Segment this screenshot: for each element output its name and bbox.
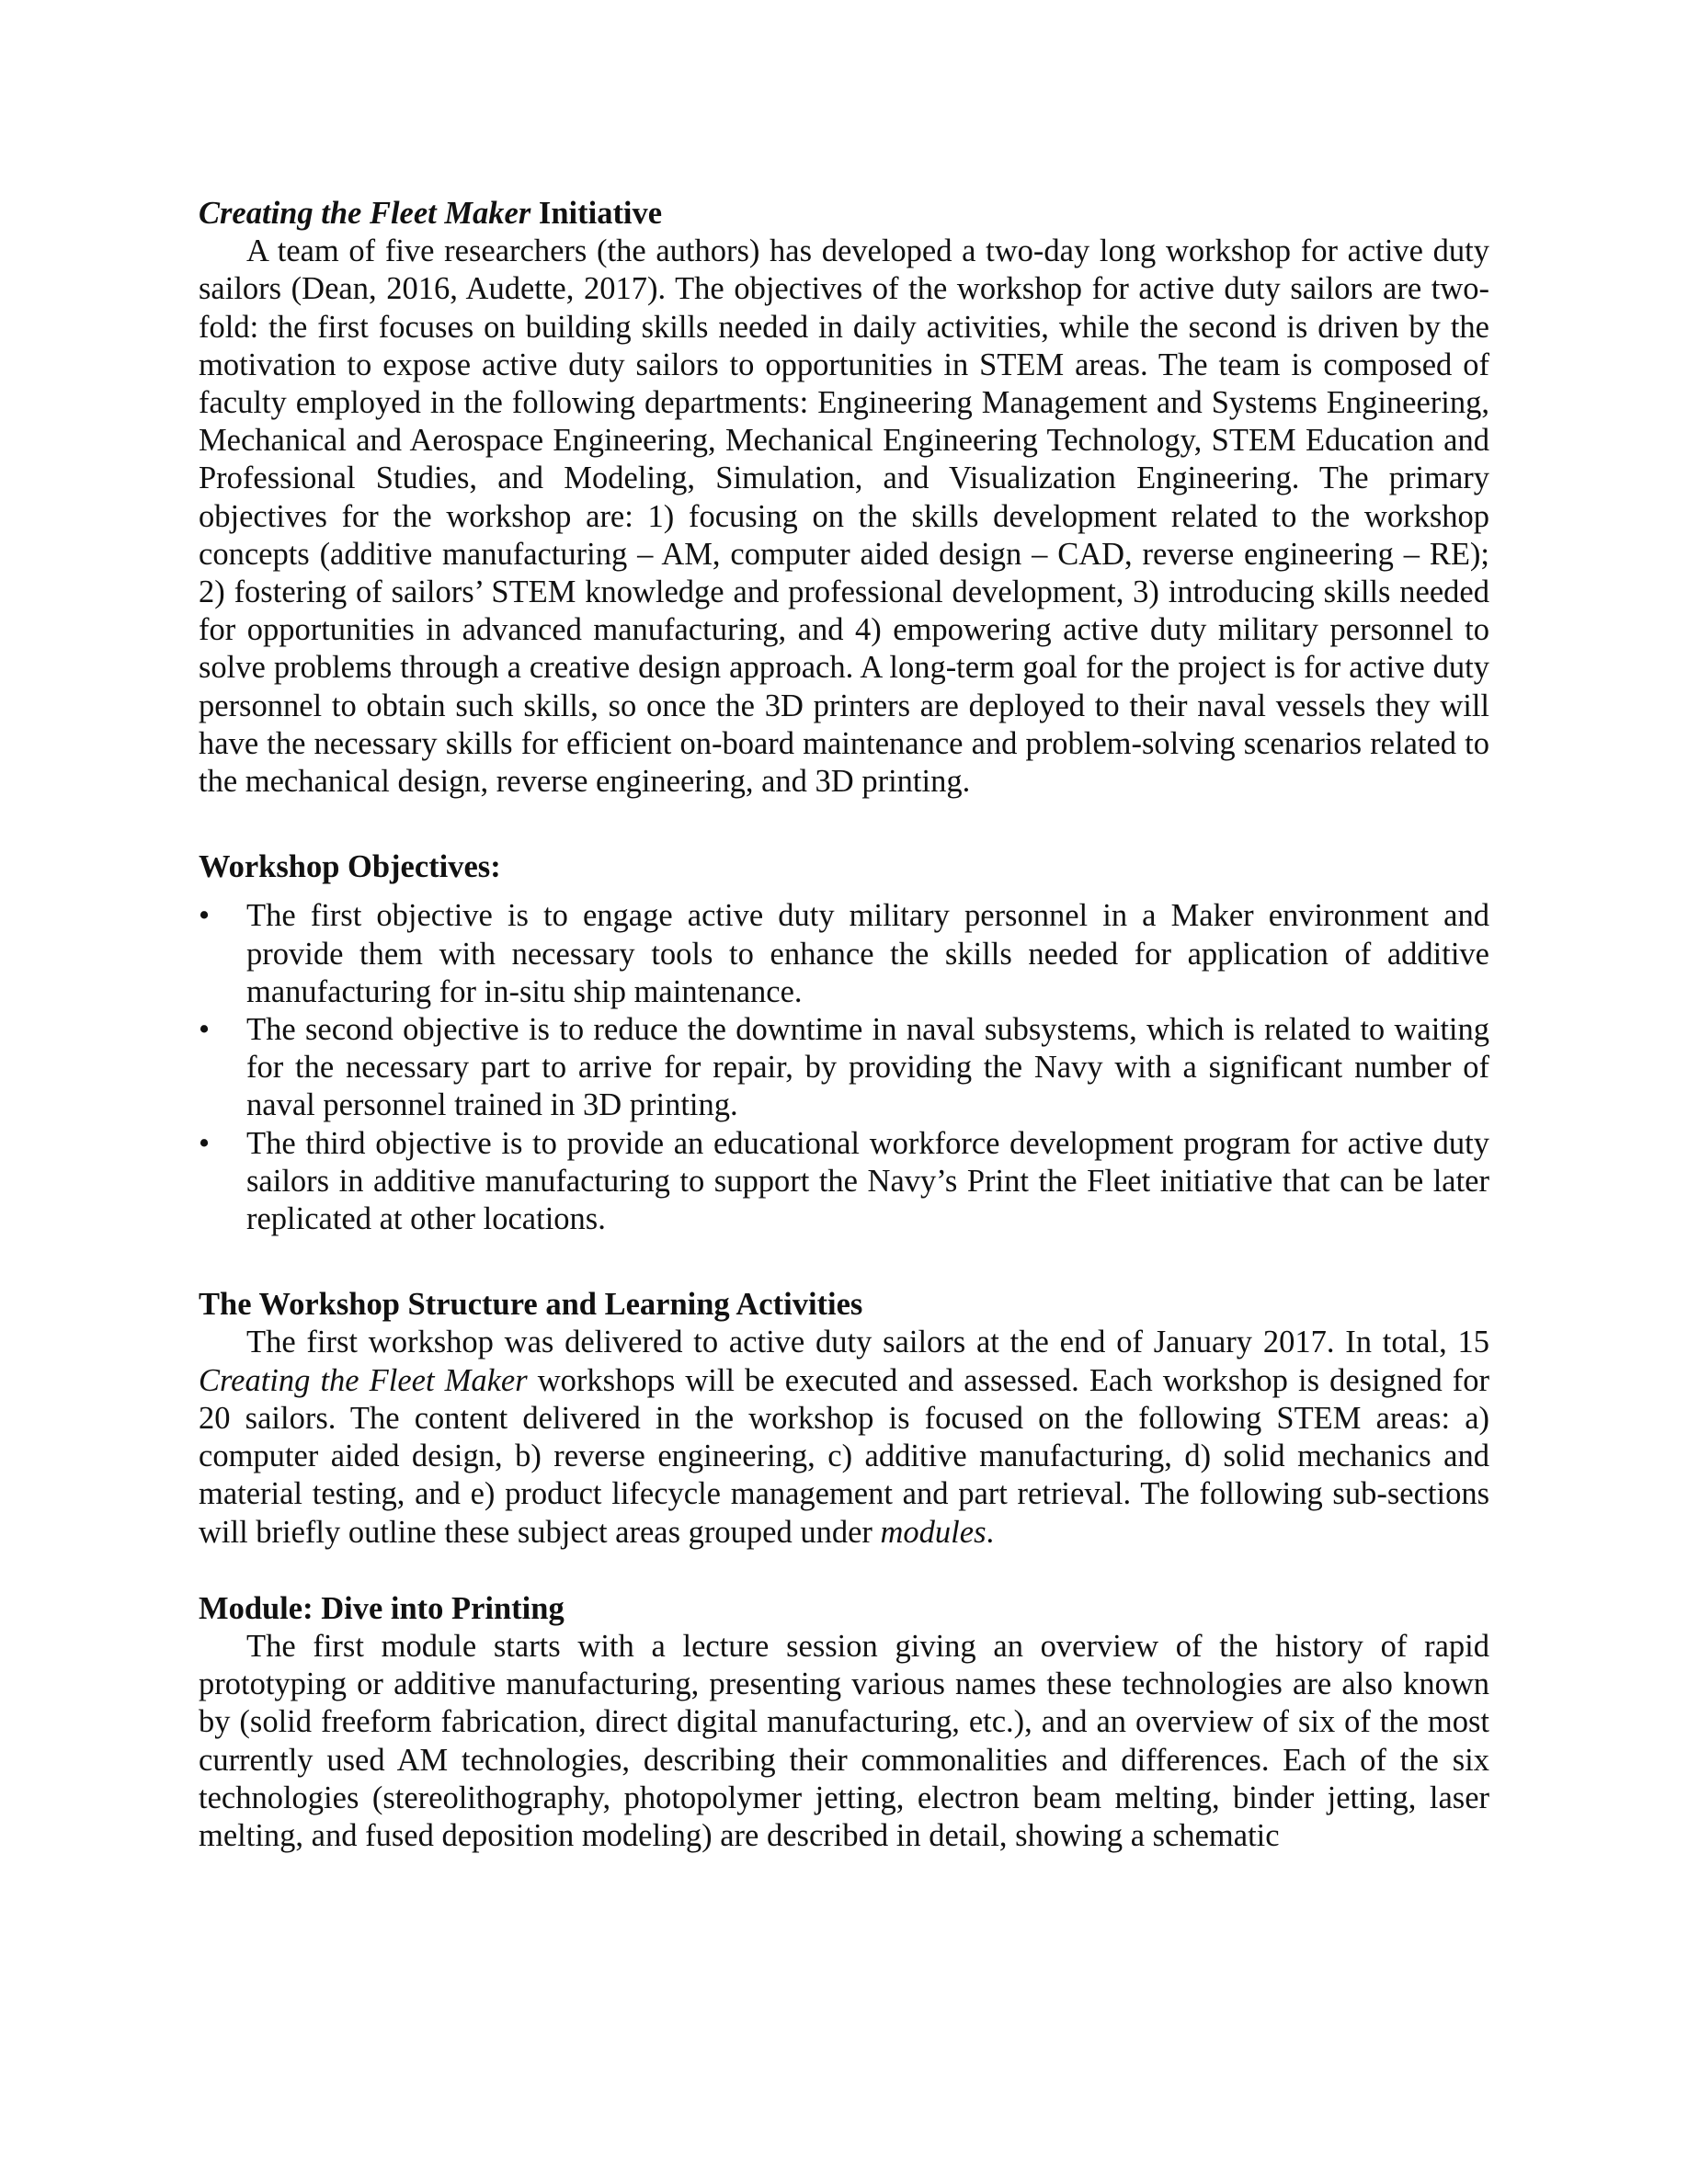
- structure-text-start: The first workshop was delivered to active duty sailors at the end of January 2017. In total, 15: [246, 1325, 1489, 1360]
- section-heading-fleet-maker-initiative: [199, 195, 1489, 233]
- list-item: [199, 1011, 1489, 1125]
- list-item-text: The first objective is to engage active duty military personnel in a Maker environment and provide them with necessary tools to enhance the skills needed for application of additive manufacturing for in-situ ship maintenance.: [246, 898, 1489, 1009]
- heading-rest-part: Initiative: [530, 196, 663, 231]
- heading-italic-part: Creating the Fleet Maker: [199, 196, 531, 231]
- structure-text-italic-modules: modules: [880, 1514, 987, 1550]
- objectives-list: [199, 897, 1489, 1238]
- bullet-icon: •: [199, 1125, 211, 1161]
- document-page: [199, 195, 1489, 1855]
- intro-paragraph: A team of five researchers (the authors) has developed a two-day long workshop for active duty sailors (Dean, 2016, Audette, 2017). The objectives of the workshop for active duty sailors are two-fold: the first focuses on building skills needed in daily activities, while the second is driven by the motivation to expose active duty sailors to opportunities in STEM areas. The team is composed of faculty employed in the following departments: Engineering Management and Systems Engineering, Mechanical and Aerospace Engineering, Mechanical Engineering Technology, STEM Education and Professional Studies, and Modeling, Simulation, and Visualization Engineering. The primary objectives for the workshop are: 1) focusing on the skills development related to the workshop concepts (additive manufacturing – AM, computer aided design – CAD, reverse engineering – RE); 2) fostering of sailors’ STEM knowledge and professional development, 3) introducing skills needed for opportunities in advanced manufacturing, and 4) empowering active duty military personnel to solve problems through a creative design approach. A long-term goal for the project is for active duty personnel to obtain such skills, so once the 3D printers are deployed to their naval vessels they will have the necessary skills for efficient on-board maintenance and problem-solving scenarios related to the mechanical design, reverse engineering, and 3D printing.: [199, 233, 1489, 800]
- list-item: [199, 1125, 1489, 1239]
- structure-text-end: .: [986, 1514, 995, 1550]
- structure-text-italic: Creating the Fleet Maker: [199, 1362, 528, 1398]
- module-paragraph: The first module starts with a lecture session giving an overview of the history of rapid prototyping or additive manufacturing, presenting various names these technologies are also known by (solid freeform fabrication, direct digital manufacturing, etc.), and an overview of six of the most currently used AM technologies, describing their commonalities and differences. Each of the six technologies (stereolithography, photopolymer jetting, electron beam melting, binder jetting, laser melting, and fused deposition modeling) are described in detail, showing a schematic: [199, 1628, 1489, 1853]
- bullet-icon: •: [199, 1012, 211, 1048]
- list-item: [199, 897, 1489, 1011]
- structure-paragraph: [199, 1324, 1489, 1551]
- section-heading-module-dive-into-printing: Module: Dive into Printing: [199, 1590, 565, 1626]
- list-item-text: The second objective is to reduce the downtime in naval subsystems, which is related to waiting for the necessary part to arrive for repair, by providing the Navy with a significant number of naval personnel trained in 3D printing.: [246, 1012, 1489, 1123]
- section-heading-workshop-objectives: Workshop Objectives:: [199, 849, 501, 885]
- structure-text-middle: workshops will be executed and assessed. Each workshop is designed for 20 sailors. The content delivered in the workshop is focused on the following STEM areas: a) computer aided design, b) reverse engineering, c) additive manufacturing, d) solid mechanics and material testing, and e) product lifecycle management and part retrieval. The following sub-sections will briefly outline these subject areas grouped under: [199, 1362, 1490, 1550]
- list-item-text: The third objective is to provide an educational workforce development program for active duty sailors in additive manufacturing to support the Navy’s Print the Fleet initiative that can be later replicated at other locations.: [246, 1125, 1489, 1237]
- section-heading-workshop-structure: The Workshop Structure and Learning Activities: [199, 1287, 863, 1323]
- bullet-icon: •: [199, 898, 211, 934]
